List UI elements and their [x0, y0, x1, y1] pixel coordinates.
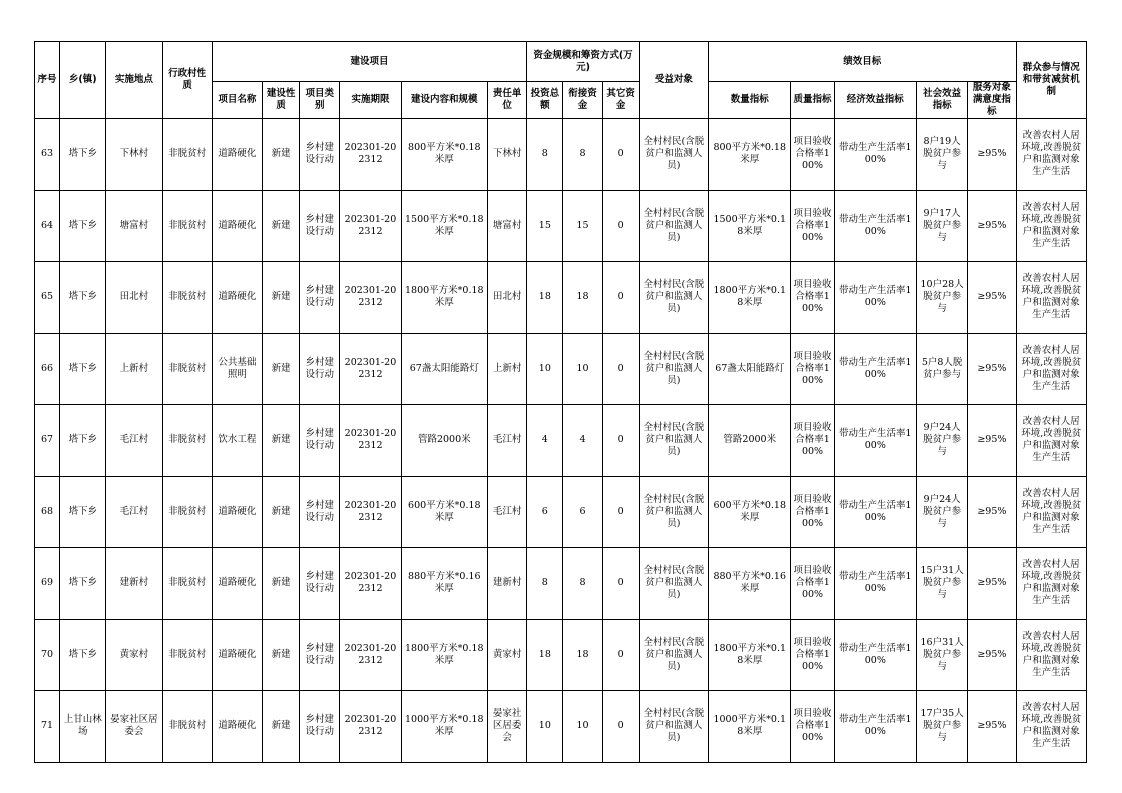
cell-social: 5户8人脱贫户参与 — [917, 333, 968, 405]
cell-other: 0 — [602, 190, 639, 262]
cell-responsible: 毛江村 — [488, 405, 527, 477]
cell-linked: 18 — [563, 619, 602, 691]
cell-linked: 8 — [563, 119, 602, 191]
cell-total: 6 — [527, 476, 563, 548]
cell-other: 0 — [602, 333, 639, 405]
cell-economic: 带动生产生活率100% — [834, 405, 916, 477]
cell-total: 15 — [527, 190, 563, 262]
cell-total: 18 — [527, 262, 563, 334]
cell-quantity: 880平方米*0.16米厚 — [709, 548, 791, 620]
cell-location: 下林村 — [106, 119, 162, 191]
cell-social: 15户31人脱贫户参与 — [917, 548, 968, 620]
header-beneficiary: 受益对象 — [639, 42, 708, 119]
cell-beneficiary: 全村村民(含脱贫户和监测人员) — [639, 619, 708, 691]
cell-beneficiary: 全村村民(含脱贫户和监测人员) — [639, 405, 708, 477]
cell-nature: 新建 — [263, 262, 300, 334]
cell-content: 1800平方米*0.18米厚 — [401, 262, 487, 334]
header-total: 投资总额 — [527, 82, 563, 119]
cell-satisfaction: ≥95% — [968, 190, 1016, 262]
cell-total: 10 — [527, 691, 563, 763]
cell-participation: 改善农村人居环境,改善脱贫户和监测对象生产生活 — [1016, 691, 1087, 763]
header-township: 乡(镇) — [60, 42, 106, 119]
cell-seq: 68 — [35, 476, 60, 548]
cell-category: 乡村建设行动 — [300, 119, 340, 191]
cell-linked: 10 — [563, 333, 602, 405]
cell-participation: 改善农村人居环境,改善脱贫户和监测对象生产生活 — [1016, 619, 1087, 691]
cell-responsible: 建新村 — [488, 548, 527, 620]
cell-linked: 4 — [563, 405, 602, 477]
cell-project-name: 道路硬化 — [212, 619, 262, 691]
cell-quality: 项目验收合格率100% — [791, 262, 834, 334]
cell-content: 600平方米*0.18米厚 — [401, 476, 487, 548]
cell-quality: 项目验收合格率100% — [791, 119, 834, 191]
cell-satisfaction: ≥95% — [968, 405, 1016, 477]
cell-social: 9户24人脱贫户参与 — [917, 476, 968, 548]
cell-linked: 15 — [563, 190, 602, 262]
table-row — [35, 476, 1087, 548]
header-linked: 衔接资金 — [563, 82, 602, 119]
cell-beneficiary: 全村村民(含脱贫户和监测人员) — [639, 262, 708, 334]
cell-period: 202301-202312 — [340, 405, 401, 477]
cell-beneficiary: 全村村民(含脱贫户和监测人员) — [639, 333, 708, 405]
cell-quality: 项目验收合格率100% — [791, 691, 834, 763]
cell-participation: 改善农村人居环境,改善脱贫户和监测对象生产生活 — [1016, 548, 1087, 620]
cell-responsible: 黄家村 — [488, 619, 527, 691]
cell-village-type: 非脱贫村 — [162, 119, 212, 191]
cell-project-name: 公共基础照明 — [212, 333, 262, 405]
table-row — [35, 405, 1087, 477]
header-seq: 序号 — [35, 42, 60, 119]
header-economic: 经济效益指标 — [834, 82, 916, 119]
header-responsible: 责任单位 — [488, 82, 527, 119]
cell-village-type: 非脱贫村 — [162, 190, 212, 262]
cell-content: 1500平方米*0.18米厚 — [401, 190, 487, 262]
cell-township: 塔下乡 — [60, 548, 106, 620]
header-satisfaction: 服务对象满意度指标 — [968, 82, 1016, 119]
cell-township: 塔下乡 — [60, 476, 106, 548]
cell-nature: 新建 — [263, 405, 300, 477]
table-row — [35, 619, 1087, 691]
cell-content: 1800平方米*0.18米厚 — [401, 619, 487, 691]
cell-village-type: 非脱贫村 — [162, 333, 212, 405]
cell-responsible: 田北村 — [488, 262, 527, 334]
cell-participation: 改善农村人居环境,改善脱贫户和监测对象生产生活 — [1016, 476, 1087, 548]
cell-quality: 项目验收合格率100% — [791, 333, 834, 405]
cell-content: 67盏太阳能路灯 — [401, 333, 487, 405]
cell-other: 0 — [602, 476, 639, 548]
header-category: 项目类别 — [300, 82, 340, 119]
cell-seq: 65 — [35, 262, 60, 334]
cell-township: 上甘山林场 — [60, 691, 106, 763]
cell-location: 塘富村 — [106, 190, 162, 262]
cell-satisfaction: ≥95% — [968, 548, 1016, 620]
table-row — [35, 333, 1087, 405]
cell-beneficiary: 全村村民(含脱贫户和监测人员) — [639, 190, 708, 262]
cell-period: 202301-202312 — [340, 190, 401, 262]
cell-location: 毛江村 — [106, 476, 162, 548]
cell-total: 18 — [527, 619, 563, 691]
cell-village-type: 非脱贫村 — [162, 262, 212, 334]
cell-quality: 项目验收合格率100% — [791, 548, 834, 620]
cell-social: 8户19人脱贫户参与 — [917, 119, 968, 191]
cell-period: 202301-202312 — [340, 619, 401, 691]
cell-quantity: 67盏太阳能路灯 — [709, 333, 791, 405]
cell-social: 10户28人脱贫户参与 — [917, 262, 968, 334]
cell-seq: 63 — [35, 119, 60, 191]
header-location: 实施地点 — [106, 42, 162, 119]
cell-other: 0 — [602, 119, 639, 191]
cell-period: 202301-202312 — [340, 548, 401, 620]
header-social: 社会效益指标 — [917, 82, 968, 119]
cell-location: 建新村 — [106, 548, 162, 620]
cell-location: 黄家村 — [106, 619, 162, 691]
cell-quantity: 1800平方米*0.18米厚 — [709, 262, 791, 334]
cell-other: 0 — [602, 691, 639, 763]
cell-seq: 69 — [35, 548, 60, 620]
cell-beneficiary: 全村村民(含脱贫户和监测人员) — [639, 476, 708, 548]
header-quality: 质量指标 — [791, 82, 834, 119]
cell-other: 0 — [602, 619, 639, 691]
cell-social: 9户24人脱贫户参与 — [917, 405, 968, 477]
header-content: 建设内容和规模 — [401, 82, 487, 119]
cell-social: 16户31人脱贫户参与 — [917, 619, 968, 691]
cell-village-type: 非脱贫村 — [162, 691, 212, 763]
cell-village-type: 非脱贫村 — [162, 476, 212, 548]
cell-economic: 带动生产生活率100% — [834, 548, 916, 620]
cell-total: 4 — [527, 405, 563, 477]
cell-village-type: 非脱贫村 — [162, 405, 212, 477]
cell-content: 880平方米*0.16米厚 — [401, 548, 487, 620]
cell-content: 1000平方米*0.18米厚 — [401, 691, 487, 763]
header-period: 实施期限 — [340, 82, 401, 119]
cell-project-name: 道路硬化 — [212, 691, 262, 763]
cell-social: 17户35人脱贫户参与 — [917, 691, 968, 763]
cell-economic: 带动生产生活率100% — [834, 119, 916, 191]
cell-participation: 改善农村人居环境,改善脱贫户和监测对象生产生活 — [1016, 119, 1087, 191]
cell-quantity: 800平方米*0.18米厚 — [709, 119, 791, 191]
cell-responsible: 下林村 — [488, 119, 527, 191]
cell-seq: 64 — [35, 190, 60, 262]
cell-participation: 改善农村人居环境,改善脱贫户和监测对象生产生活 — [1016, 262, 1087, 334]
cell-beneficiary: 全村村民(含脱贫户和监测人员) — [639, 119, 708, 191]
cell-quantity: 1000平方米*0.18米厚 — [709, 691, 791, 763]
cell-seq: 70 — [35, 619, 60, 691]
cell-economic: 带动生产生活率100% — [834, 619, 916, 691]
cell-project-name: 道路硬化 — [212, 119, 262, 191]
cell-project-name: 道路硬化 — [212, 190, 262, 262]
cell-satisfaction: ≥95% — [968, 119, 1016, 191]
cell-total: 8 — [527, 119, 563, 191]
cell-quantity: 管路2000米 — [709, 405, 791, 477]
table-row — [35, 190, 1087, 262]
cell-quality: 项目验收合格率100% — [791, 190, 834, 262]
cell-responsible: 塘富村 — [488, 190, 527, 262]
cell-participation: 改善农村人居环境,改善脱贫户和监测对象生产生活 — [1016, 190, 1087, 262]
cell-township: 塔下乡 — [60, 262, 106, 334]
cell-satisfaction: ≥95% — [968, 691, 1016, 763]
header-participation: 群众参与情况和带贫减贫机制 — [1016, 42, 1087, 119]
header-project-name: 项目名称 — [212, 82, 262, 119]
cell-category: 乡村建设行动 — [300, 190, 340, 262]
cell-beneficiary: 全村村民(含脱贫户和监测人员) — [639, 691, 708, 763]
cell-quality: 项目验收合格率100% — [791, 476, 834, 548]
cell-category: 乡村建设行动 — [300, 619, 340, 691]
cell-project-name: 道路硬化 — [212, 548, 262, 620]
cell-category: 乡村建设行动 — [300, 333, 340, 405]
cell-period: 202301-202312 — [340, 476, 401, 548]
cell-township: 塔下乡 — [60, 190, 106, 262]
cell-linked: 18 — [563, 262, 602, 334]
cell-nature: 新建 — [263, 691, 300, 763]
cell-nature: 新建 — [263, 190, 300, 262]
cell-economic: 带动生产生活率100% — [834, 190, 916, 262]
cell-nature: 新建 — [263, 619, 300, 691]
header-funding-group: 资金规模和筹资方式(万元) — [527, 42, 640, 82]
cell-economic: 带动生产生活率100% — [834, 691, 916, 763]
cell-seq: 71 — [35, 691, 60, 763]
cell-location: 上新村 — [106, 333, 162, 405]
cell-other: 0 — [602, 262, 639, 334]
cell-participation: 改善农村人居环境,改善脱贫户和监测对象生产生活 — [1016, 333, 1087, 405]
header-performance-group: 绩效目标 — [709, 42, 1016, 82]
cell-economic: 带动生产生活率100% — [834, 333, 916, 405]
project-table — [34, 41, 1087, 763]
cell-category: 乡村建设行动 — [300, 691, 340, 763]
cell-period: 202301-202312 — [340, 262, 401, 334]
cell-responsible: 上新村 — [488, 333, 527, 405]
cell-economic: 带动生产生活率100% — [834, 476, 916, 548]
cell-satisfaction: ≥95% — [968, 333, 1016, 405]
table-row — [35, 262, 1087, 334]
cell-location: 晏家社区居委会 — [106, 691, 162, 763]
cell-content: 800平方米*0.18米厚 — [401, 119, 487, 191]
cell-nature: 新建 — [263, 119, 300, 191]
cell-category: 乡村建设行动 — [300, 548, 340, 620]
cell-quantity: 1800平方米*0.18米厚 — [709, 619, 791, 691]
cell-seq: 67 — [35, 405, 60, 477]
cell-period: 202301-202312 — [340, 691, 401, 763]
cell-economic: 带动生产生活率100% — [834, 262, 916, 334]
table-row — [35, 119, 1087, 191]
cell-other: 0 — [602, 405, 639, 477]
header-nature: 建设性质 — [263, 82, 300, 119]
cell-linked: 6 — [563, 476, 602, 548]
cell-category: 乡村建设行动 — [300, 405, 340, 477]
header-village-type: 行政村性质 — [162, 42, 212, 119]
cell-participation: 改善农村人居环境,改善脱贫户和监测对象生产生活 — [1016, 405, 1087, 477]
header-quantity: 数量指标 — [709, 82, 791, 119]
cell-other: 0 — [602, 548, 639, 620]
cell-project-name: 道路硬化 — [212, 476, 262, 548]
cell-seq: 66 — [35, 333, 60, 405]
cell-responsible: 毛江村 — [488, 476, 527, 548]
cell-location: 毛江村 — [106, 405, 162, 477]
cell-satisfaction: ≥95% — [968, 476, 1016, 548]
cell-beneficiary: 全村村民(含脱贫户和监测人员) — [639, 548, 708, 620]
cell-township: 塔下乡 — [60, 119, 106, 191]
cell-nature: 新建 — [263, 476, 300, 548]
cell-project-name: 道路硬化 — [212, 262, 262, 334]
cell-quantity: 600平方米*0.18米厚 — [709, 476, 791, 548]
cell-responsible: 晏家社区居委会 — [488, 691, 527, 763]
cell-category: 乡村建设行动 — [300, 476, 340, 548]
cell-nature: 新建 — [263, 333, 300, 405]
cell-category: 乡村建设行动 — [300, 262, 340, 334]
cell-period: 202301-202312 — [340, 333, 401, 405]
table-row — [35, 691, 1087, 763]
cell-linked: 10 — [563, 691, 602, 763]
cell-total: 10 — [527, 333, 563, 405]
cell-satisfaction: ≥95% — [968, 262, 1016, 334]
cell-period: 202301-202312 — [340, 119, 401, 191]
cell-village-type: 非脱贫村 — [162, 619, 212, 691]
table-row — [35, 548, 1087, 620]
cell-quantity: 1500平方米*0.18米厚 — [709, 190, 791, 262]
cell-quality: 项目验收合格率100% — [791, 405, 834, 477]
cell-village-type: 非脱贫村 — [162, 548, 212, 620]
cell-content: 管路2000米 — [401, 405, 487, 477]
cell-social: 9户17人脱贫户参与 — [917, 190, 968, 262]
cell-linked: 8 — [563, 548, 602, 620]
cell-nature: 新建 — [263, 548, 300, 620]
cell-quality: 项目验收合格率100% — [791, 619, 834, 691]
cell-project-name: 饮水工程 — [212, 405, 262, 477]
cell-location: 田北村 — [106, 262, 162, 334]
cell-township: 塔下乡 — [60, 619, 106, 691]
cell-township: 塔下乡 — [60, 405, 106, 477]
header-other: 其它资金 — [602, 82, 639, 119]
cell-satisfaction: ≥95% — [968, 619, 1016, 691]
cell-total: 8 — [527, 548, 563, 620]
header-project-group: 建设项目 — [212, 42, 526, 82]
cell-township: 塔下乡 — [60, 333, 106, 405]
